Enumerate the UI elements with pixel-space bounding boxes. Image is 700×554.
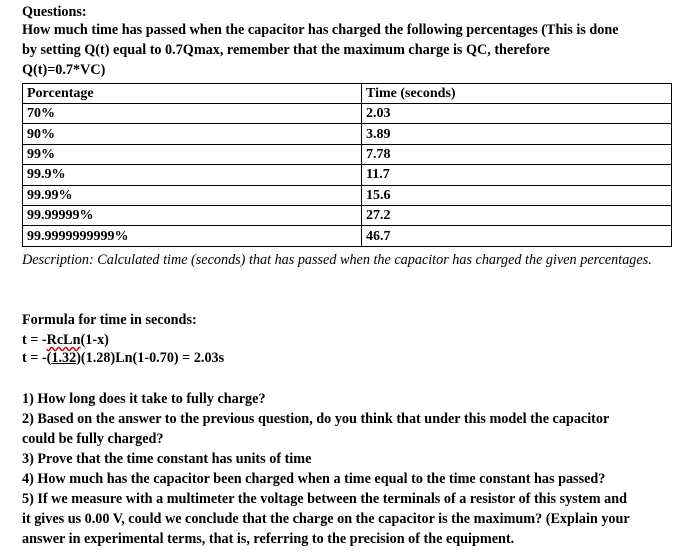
table-row <box>23 124 672 144</box>
formula-line-2-suffix: )(1.28)Ln(1-0.70) = 2.03s <box>76 350 225 366</box>
cell-percentage: 99.99% <box>23 185 362 205</box>
cell-percentage: 70% <box>23 104 362 124</box>
question-5-line-3: answer in experimental terms, that is, referring to the precision of the equipment. <box>22 531 515 547</box>
question-2-line-2: could be fully charged? <box>22 431 164 447</box>
header-time: Time (seconds) <box>362 84 672 104</box>
cell-time: 27.2 <box>362 205 672 225</box>
formula-line-2-prefix: t = -( <box>22 350 52 366</box>
cell-time: 7.78 <box>362 144 672 164</box>
formula-line-2 <box>22 350 224 367</box>
table-row <box>23 205 672 225</box>
formula-rcln: RcLn <box>46 332 81 348</box>
question-3: 3) Prove that the time constant has units of time <box>22 451 312 467</box>
intro-line-2: by setting Q(t) equal to 0.7Qmax, remember that the maximum charge is QC, therefore <box>22 42 550 58</box>
formula-title: Formula for time in seconds: <box>22 312 197 328</box>
table-row <box>23 165 672 185</box>
formula-line-1-prefix: t = - <box>22 332 47 348</box>
table-row <box>23 226 672 246</box>
percentage-time-table <box>22 83 672 247</box>
cell-time: 2.03 <box>362 104 672 124</box>
table-row <box>23 185 672 205</box>
header-percentage: Porcentage <box>23 84 362 104</box>
cell-time: 11.7 <box>362 165 672 185</box>
formula-line-1 <box>22 332 109 349</box>
table-header-row <box>23 84 672 104</box>
question-5-line-1: 5) If we measure with a multimeter the voltage between the terminals of a resistor of this system and <box>22 491 627 507</box>
cell-time: 3.89 <box>362 124 672 144</box>
table-row <box>23 144 672 164</box>
table-row <box>23 104 672 124</box>
questions-heading: Questions: <box>22 4 87 20</box>
formula-line-1-suffix: (1-x) <box>80 332 109 348</box>
formula-rc-value: 1.32 <box>51 350 77 366</box>
table-description: Description: Calculated time (seconds) that has passed when the capacitor has charged the given percentages. <box>22 252 652 268</box>
cell-percentage: 99.9999999999% <box>23 226 362 246</box>
question-2-line-1: 2) Based on the answer to the previous question, do you think that under this model the capacitor <box>22 411 610 427</box>
intro-line-3: Q(t)=0.7*VC) <box>22 62 106 78</box>
intro-line-1: How much time has passed when the capacitor has charged the following percentages (This is done <box>22 22 619 38</box>
cell-percentage: 99.99999% <box>23 205 362 225</box>
cell-time: 15.6 <box>362 185 672 205</box>
cell-percentage: 99.9% <box>23 165 362 185</box>
cell-percentage: 99% <box>23 144 362 164</box>
cell-time: 46.7 <box>362 226 672 246</box>
cell-percentage: 90% <box>23 124 362 144</box>
question-1: 1) How long does it take to fully charge? <box>22 391 266 407</box>
question-5-line-2: it gives us 0.00 V, could we conclude that the charge on the capacitor is the maximum? (Explain your <box>22 511 630 527</box>
question-4: 4) How much has the capacitor been charged when a time equal to the time constant has passed? <box>22 471 606 487</box>
